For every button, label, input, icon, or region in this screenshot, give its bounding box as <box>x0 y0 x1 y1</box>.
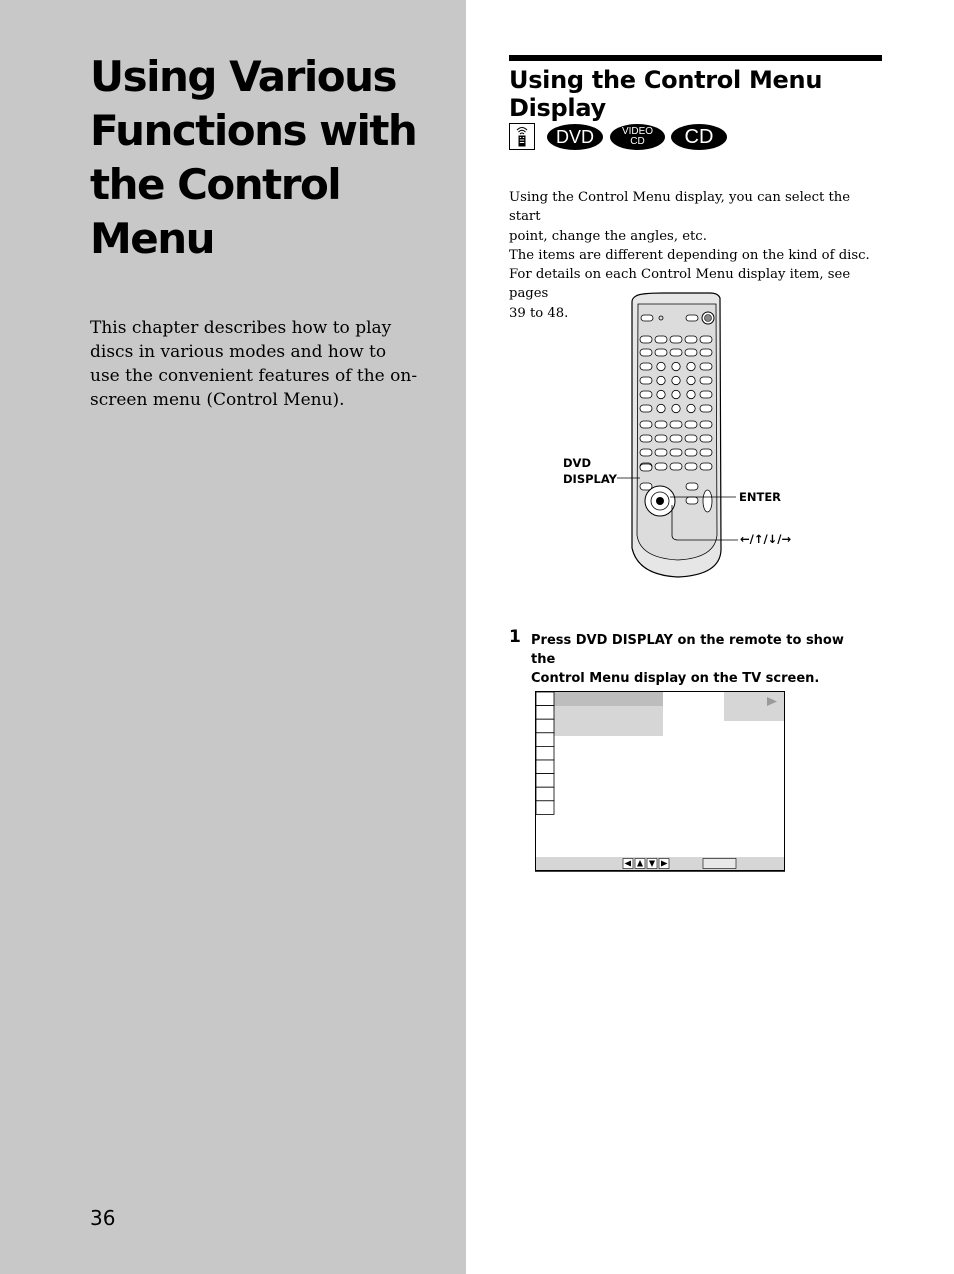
body-line: For details on each Control Menu display item, see pages <box>509 267 851 302</box>
body-line: Using the Control Menu display, you can select the start <box>509 190 851 225</box>
chapter-title-line: Menu <box>90 214 215 263</box>
remote-button <box>670 349 682 356</box>
remote-button <box>700 377 712 384</box>
remote-button <box>670 435 682 442</box>
chapter-intro-line: discs in various modes and how to <box>90 342 387 362</box>
remote-button <box>687 390 695 398</box>
remote-button <box>640 336 652 343</box>
remote-button <box>700 449 712 456</box>
remote-button <box>686 497 698 504</box>
remote-button <box>640 391 652 398</box>
chapter-title-line: the Control <box>90 160 341 209</box>
remote-button <box>672 376 680 384</box>
remote-button <box>685 463 697 470</box>
remote-button <box>655 336 667 343</box>
remote-button <box>640 377 652 384</box>
remote-button <box>641 315 653 321</box>
video-cd-label-top: VIDEO <box>621 126 654 137</box>
control-menu-item-box <box>536 787 554 801</box>
remote-button <box>687 376 695 384</box>
section-title-line: Using the Control Menu <box>509 66 823 94</box>
body-line: 39 to 48. <box>509 305 569 321</box>
remote-button <box>687 404 695 412</box>
section-rule <box>509 55 882 61</box>
section-title-line: Display <box>509 94 606 122</box>
remote-button <box>655 349 667 356</box>
remote-button <box>670 449 682 456</box>
chapter-sidebar <box>0 0 466 1274</box>
remote-button <box>700 405 712 412</box>
remote-button <box>670 421 682 428</box>
cd-icon: CD <box>671 124 727 150</box>
remote-button <box>657 390 665 398</box>
remote-button <box>657 404 665 412</box>
control-menu-item-box <box>536 760 554 774</box>
video-cd-label-bottom: CD <box>630 136 645 147</box>
step-instruction-line: Control Menu display on the TV screen. <box>531 671 820 686</box>
remote-button <box>700 363 712 370</box>
callout-enter: ENTER <box>739 490 782 504</box>
remote-button <box>640 483 652 490</box>
callout-dvd-display-line: DISPLAY <box>563 472 617 486</box>
control-menu-item-box <box>536 746 554 760</box>
remote-button <box>640 363 652 370</box>
body-line: The items are different depending on the kind of disc. <box>509 247 870 263</box>
control-menu-item-box <box>536 692 554 706</box>
remote-button <box>670 463 682 470</box>
remote-button <box>686 315 698 321</box>
page-number: 36 <box>90 1206 116 1230</box>
callout-dvd-display-line: DVD <box>563 456 591 470</box>
control-menu-screen-illustration <box>535 691 785 872</box>
body-line: point, change the angles, etc. <box>509 228 707 244</box>
remote-button <box>685 449 697 456</box>
remote-button <box>685 435 697 442</box>
remote-button <box>655 421 667 428</box>
remote-button <box>655 463 667 470</box>
remote-button <box>655 449 667 456</box>
remote-button <box>655 435 667 442</box>
remote-button <box>685 349 697 356</box>
remote-button <box>657 362 665 370</box>
step-instruction <box>531 631 871 688</box>
control-menu-item-box <box>536 719 554 733</box>
remote-button <box>686 483 698 490</box>
remote-button <box>672 390 680 398</box>
chapter-intro <box>90 316 420 412</box>
chapter-intro-line: use the convenient features of the on- <box>90 366 418 386</box>
step-number: 1 <box>509 627 521 647</box>
remote-button <box>687 362 695 370</box>
chapter-title-line: Using Various <box>90 52 396 101</box>
chapter-title <box>90 50 440 266</box>
remote-button <box>672 362 680 370</box>
remote-button <box>640 421 652 428</box>
disc-icon-row <box>509 123 769 153</box>
remote-button <box>640 464 652 471</box>
remote-button <box>703 490 712 512</box>
remote-button <box>640 349 652 356</box>
remote-button <box>640 405 652 412</box>
control-menu-item-box <box>536 801 554 815</box>
step-instruction-line: Press DVD DISPLAY on the remote to show the <box>531 633 844 667</box>
control-menu-item-box <box>536 774 554 788</box>
remote-button <box>700 421 712 428</box>
control-menu-item-box <box>536 733 554 747</box>
remote-button <box>700 463 712 470</box>
remote-button <box>685 336 697 343</box>
remote-button <box>700 435 712 442</box>
dvd-icon: DVD <box>547 124 603 150</box>
remote-button <box>672 404 680 412</box>
chapter-title-line: Functions with <box>90 106 417 155</box>
remote-button <box>700 349 712 356</box>
chapter-intro-line: This chapter describes how to play <box>90 318 392 338</box>
remote-icon <box>509 123 535 150</box>
remote-button <box>685 421 697 428</box>
control-menu-item-box <box>536 706 554 720</box>
remote-button <box>700 391 712 398</box>
remote-button <box>640 435 652 442</box>
video-cd-icon <box>610 124 665 150</box>
remote-button <box>670 336 682 343</box>
chapter-intro-line: screen menu (Control Menu). <box>90 390 345 410</box>
section-title <box>509 66 882 122</box>
remote-button <box>700 336 712 343</box>
remote-button <box>640 449 652 456</box>
callout-arrow-buttons: ←/↑/↓/→ <box>740 532 792 546</box>
callout-dvd-display <box>563 455 617 487</box>
remote-button <box>657 376 665 384</box>
